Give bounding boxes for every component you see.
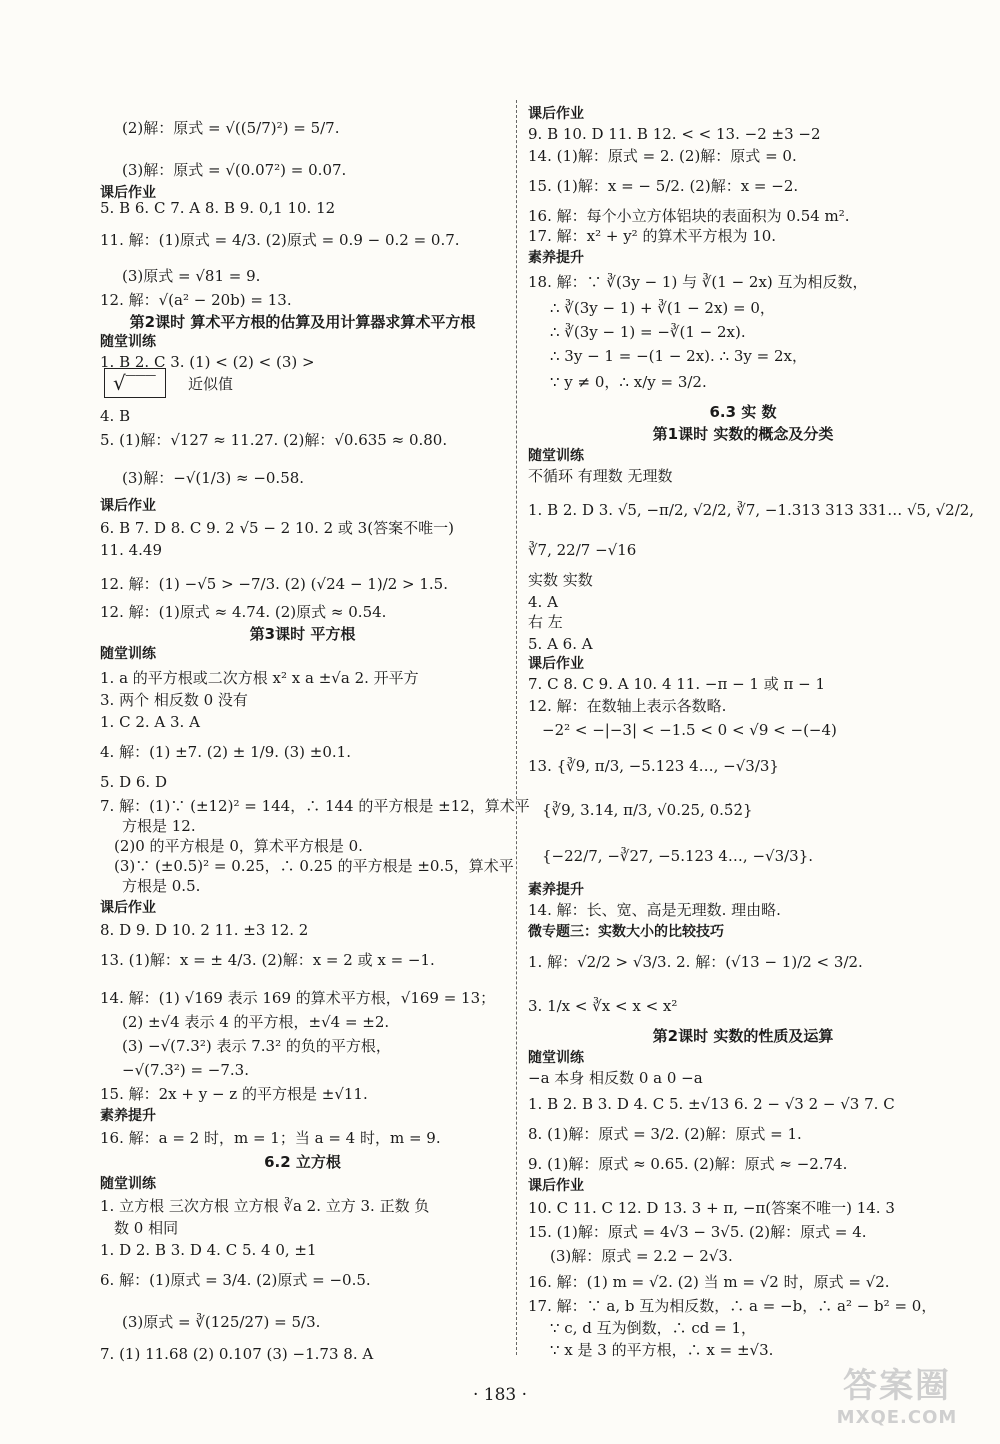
watermark-logo-text: 答案圈 (843, 1366, 951, 1406)
answer-line: −a 本身 相反数 0 a 0 −a (528, 1069, 703, 1087)
answer-line: (3)解：−√(1/3) ≈ −0.58. (122, 469, 305, 487)
answer-line: (2)解：原式 = √((5/7)²) = 5/7. (122, 119, 340, 137)
section-heading: 第3课时 平方根 (249, 625, 356, 643)
answer-line: (3)原式 = ∛(125/27) = 5/3. (122, 1313, 321, 1331)
section-heading: 随堂训练 (100, 1176, 156, 1192)
answer-line: 不循环 有理数 无理数 (528, 467, 673, 485)
answer-line: 1. B 2. C 3. (1) < (2) < (3) > (100, 353, 315, 371)
answer-line: −√(7.3²) = −7.3. (122, 1061, 249, 1079)
answer-line: 15. 解：2x + y − z 的平方根是 ±√11. (100, 1085, 368, 1103)
answer-line: (3)解：原式 = 2.2 − 2√3. (550, 1247, 733, 1265)
answer-line: 15. (1)解：x = − 5/2. (2)解：x = −2. (528, 177, 799, 195)
section-heading: 课后作业 (528, 656, 584, 672)
answer-line: 1. 解：√2/2 > √3/3. 2. 解：(√13 − 1)/2 < 3/2. (528, 953, 863, 971)
radical-box (104, 368, 166, 398)
answer-line: −2² < −|−3| < −1.5 < 0 < √9 < −(−4) (542, 721, 837, 739)
answer-line: 3. 1/x < ∛x < x < x² (528, 997, 678, 1015)
answer-line: ∛7, 22/7 −√16 (528, 541, 637, 559)
answer-line: 4. B (100, 407, 131, 425)
section-heading: 课后作业 (528, 1178, 584, 1194)
answer-line: 10. C 11. C 12. D 13. 3 + π, −π(答案不唯一) 14. 3 (528, 1199, 895, 1217)
section-heading: 6.2 立方根 (264, 1153, 341, 1171)
section-heading: 课后作业 (100, 900, 156, 916)
answer-line: 14. (1)解：原式 = 2. (2)解：原式 = 0. (528, 147, 797, 165)
answer-line: (3)解：原式 = √(0.07²) = 0.07. (122, 161, 347, 179)
answer-line: 7. (1) 11.68 (2) 0.107 (3) −1.73 8. A (100, 1345, 374, 1363)
section-heading: 随堂训练 (100, 334, 156, 350)
answer-line: 13. (1)解：x = ± 4/3. (2)解：x = 2 或 x = −1. (100, 951, 435, 969)
watermark (812, 1358, 982, 1432)
answer-line: 11. 解：(1)原式 = 4/3. (2)原式 = 0.9 − 0.2 = 0.7. (100, 231, 460, 249)
page-number: · 183 · (472, 1385, 528, 1405)
answer-line: 5. A 6. A (528, 635, 593, 653)
answer-line: {∛9, 3.14, π/3, √0.25, 0.5̇2̇} (542, 801, 753, 819)
answer-line: 实数 实数 (528, 571, 593, 589)
answer-line: 5. (1)解：√127 ≈ 11.27. (2)解：√0.635 ≈ 0.80. (100, 431, 448, 449)
radical-sign-icon: √‾‾‾ (113, 371, 156, 395)
section-heading: 素养提升 (528, 882, 584, 898)
answer-line: 右 左 (528, 613, 563, 631)
section-heading: 6.3 实 数 (709, 403, 777, 421)
answer-line: 16. 解：(1) m = √2. (2) 当 m = √2 时，原式 = √2. (528, 1273, 890, 1291)
answer-line: 18. 解：∵ ∛(3y − 1) 与 ∛(1 − 2x) 互为相反数， (528, 273, 868, 291)
answer-line: 3. 两个 相反数 0 没有 (100, 691, 248, 709)
answer-line: (3)∵ (±0.5)² = 0.25，∴ 0.25 的平方根是 ±0.5，算术平 (114, 857, 514, 875)
section-heading: 课后作业 (100, 498, 156, 514)
box-label: 近似值 (188, 375, 234, 393)
answer-line: 方根是 12. (122, 817, 196, 835)
section-heading: 素养提升 (100, 1108, 156, 1124)
watermark-url: MXQE.COM (836, 1407, 958, 1428)
section-heading: 随堂训练 (528, 1050, 584, 1066)
answer-line: 12. 解：在数轴上表示各数略. (528, 697, 727, 715)
answer-line: 方根是 0.5. (122, 877, 201, 895)
answer-line: (3)原式 = √81 = 9. (122, 267, 261, 285)
column-divider (516, 100, 517, 1355)
answer-line: 11. 4.49 (100, 541, 163, 559)
answer-line: 7. C 8. C 9. A 10. 4 11. −π − 1 或 π − 1 (528, 675, 826, 693)
answer-line: ∴ ∛(3y − 1) = −∛(1 − 2x). (550, 323, 746, 341)
answer-line: 1. 立方根 三次方根 立方根 ∛a 2. 立方 3. 正数 负 (100, 1197, 430, 1215)
answer-line: 16. 解：a = 2 时，m = 1；当 a = 4 时，m = 9. (100, 1129, 441, 1147)
section-heading: 课后作业 (100, 185, 156, 201)
answer-line: {−22/7, −∛27, −5.123 4…, −√3/3}. (542, 847, 814, 865)
answer-line: 17. 解：∵ a, b 互为相反数，∴ a = −b，∴ a² − b² = 0， (528, 1297, 937, 1315)
answer-line: ∵ c, d 互为倒数，∴ cd = 1， (550, 1319, 757, 1337)
answer-line: 7. 解：(1)∵ (±12)² = 144，∴ 144 的平方根是 ±12，算术平 (100, 797, 530, 815)
answer-line: 9. B 10. D 11. B 12. < < 13. −2 ±3 −2 (528, 125, 821, 143)
answer-line: 8. D 9. D 10. 2 11. ±3 12. 2 (100, 921, 309, 939)
answer-line: (2) ±√4 表示 4 的平方根，±√4 = ±2. (122, 1013, 390, 1031)
answer-line: 1. C 2. A 3. A (100, 713, 200, 731)
answer-line: 12. 解：(1)原式 ≈ 4.74. (2)原式 ≈ 0.54. (100, 603, 387, 621)
answer-line: 6. B 7. D 8. C 9. 2 √5 − 2 10. 2 或 3(答案不唯一) (100, 519, 454, 537)
answer-line: 1. B 2. B 3. D 4. C 5. ±√13 6. 2 − √3 2 − √3 7. C (528, 1095, 895, 1113)
answer-line: 5. D 6. D (100, 773, 167, 791)
answer-line: 6. 解：(1)原式 = 3/4. (2)原式 = −0.5. (100, 1271, 371, 1289)
answer-line: 5. B 6. C 7. A 8. B 9. 0,1 10. 12 (100, 199, 336, 217)
answer-line: 4. A (528, 593, 558, 611)
answer-line: 4. 解：(1) ±7. (2) ± 1/9. (3) ±0.1. (100, 743, 351, 761)
answer-line: 17. 解：x² + y² 的算术平方根为 10. (528, 227, 777, 245)
answer-line: 14. 解：长、宽、高是无理数. 理由略. (528, 901, 781, 919)
answer-line: ∴ 3y − 1 = −(1 − 2x). ∴ 3y = 2x， (550, 347, 807, 365)
answer-line: 数 0 相同 (114, 1219, 179, 1237)
answer-line: 14. 解：(1) √169 表示 169 的算术平方根，√169 = 13； (100, 989, 496, 1007)
section-heading: 第2课时 实数的性质及运算 (652, 1027, 834, 1045)
answer-line: 1. a 的平方根或二次方根 x² x a ±√a 2. 开平方 (100, 669, 419, 687)
answer-line: (2)0 的平方根是 0，算术平方根是 0. (114, 837, 363, 855)
section-heading: 随堂训练 (528, 448, 584, 464)
answer-line: ∵ y ≠ 0，∴ x/y = 3/2. (550, 373, 707, 391)
answer-line: ∴ ∛(3y − 1) + ∛(1 − 2x) = 0， (550, 299, 775, 317)
section-heading: 课后作业 (528, 106, 584, 122)
section-heading: 第1课时 实数的概念及分类 (652, 425, 834, 443)
answer-line: (3) −√(7.3²) 表示 7.3² 的负的平方根， (122, 1037, 391, 1055)
answer-line: 12. 解：(1) −√5 > −7/3. (2) (√24 − 1)/2 > 1.5. (100, 575, 448, 593)
answer-line: 1. D 2. B 3. D 4. C 5. 4 0, ±1 (100, 1241, 317, 1259)
answer-line: ∵ x 是 3 的平方根，∴ x = ±√3. (550, 1341, 774, 1359)
answer-line: 1. B 2. D 3. √5, −π/2, √2/2, ∛7, −1.313 313 331… √5, √2/2, (528, 501, 975, 519)
answer-line: 13. {∛9, π/3, −5.123 4…, −√3/3} (528, 757, 779, 775)
answer-line: 16. 解：每个小立方体铝块的表面积为 0.54 m². (528, 207, 850, 225)
section-heading: 素养提升 (528, 250, 584, 266)
answer-line: 9. (1)解：原式 ≈ 0.65. (2)解：原式 ≈ −2.74. (528, 1155, 848, 1173)
section-heading: 随堂训练 (100, 646, 156, 662)
answer-line: 8. (1)解：原式 = 3/2. (2)解：原式 = 1. (528, 1125, 802, 1143)
answer-line: 12. 解：√(a² − 20b) = 13. (100, 291, 292, 309)
section-heading: 微专题三：实数大小的比较技巧 (528, 924, 724, 940)
answer-line: 15. (1)解：原式 = 4√3 − 3√5. (2)解：原式 = 4. (528, 1223, 867, 1241)
section-heading: 第2课时 算术平方根的估算及用计算器求算术平方根 (129, 313, 476, 331)
